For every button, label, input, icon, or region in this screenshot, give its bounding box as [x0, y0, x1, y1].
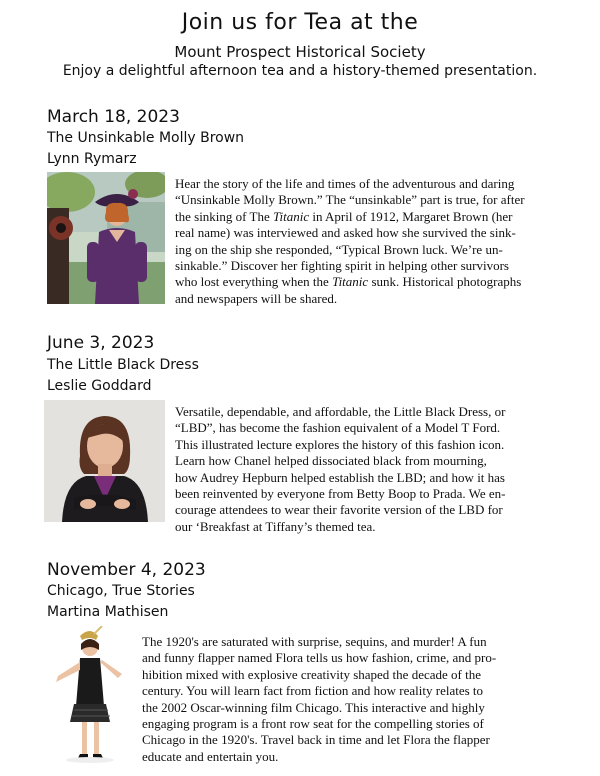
- event-title: The Unsinkable Molly Brown: [47, 130, 245, 146]
- description-line: the sinking of The Titanic in April of 1912, Margaret Brown (her: [175, 208, 513, 224]
- description-line: courage attendees to wear their favorite version of the LBD for: [175, 502, 503, 518]
- flyer-tagline: Enjoy a delightful afternoon tea and a history-themed presentation.: [62, 63, 538, 79]
- flyer-title: Join us for Tea at the: [181, 10, 419, 35]
- description-line: our ‘Breakfast at Tiffany’s themed tea.: [175, 518, 376, 534]
- event-date: March 18, 2023: [47, 107, 180, 127]
- description-line: Chicago in the 1920's. Travel back in time and let Flora the flapper: [142, 732, 490, 748]
- description-line: The 1920's are saturated with surprise, sequins, and murder! A fun: [142, 634, 487, 649]
- description-line: and funny flapper named Flora tells us how fashion, crime, and pro-: [142, 650, 497, 666]
- event-description: [175, 176, 575, 307]
- event-title: The Little Black Dress: [47, 357, 199, 373]
- event-description: [175, 404, 575, 535]
- event-description: [142, 634, 582, 765]
- event-date: June 3, 2023: [47, 333, 155, 353]
- description-line: century. You will learn fact from fiction and how reality relates to: [142, 683, 484, 699]
- speaker-photo-lynn-rymarz: [47, 172, 165, 304]
- description-line: This illustrated lecture explores the history of this fashion icon.: [175, 436, 505, 452]
- event-date: November 4, 2023: [47, 560, 206, 580]
- description-line: ing on the ship she responded, “Typical Brown luck. We’re un-: [175, 241, 503, 257]
- description-line: “Unsinkable Molly Brown.” The “unsinkable” part is true, for after: [175, 192, 525, 208]
- description-line: and newspapers will be shared.: [175, 290, 338, 306]
- description-line: who lost everything when the Titanic sunk. Historical photographs: [175, 274, 522, 290]
- description-line: Hear the story of the life and times of the adventurous and daring: [175, 176, 515, 191]
- description-line: Versatile, dependable, and affordable, the Little Black Dress, or: [175, 404, 506, 419]
- speaker-photo-leslie-goddard: [44, 400, 165, 522]
- event-speaker: Lynn Rymarz: [47, 151, 137, 167]
- description-line: how Audrey Hepburn helped establish the LBD; and how it has: [175, 469, 505, 485]
- description-line: hibition mixed with explosive creativity shaped the decade of the: [142, 666, 481, 682]
- description-line: engaging program is a front row seat for the compelling stories of: [142, 716, 484, 732]
- description-line: sinkable.” Discover her fighting spirit in helping other survivors: [175, 258, 509, 274]
- description-line: real name) was interviewed and asked how she survived the sink-: [175, 225, 516, 241]
- flyer-header: [0, 8, 600, 80]
- description-line: the 2002 Oscar-winning film Chicago. This interactive and highly: [142, 699, 485, 715]
- event-title: Chicago, True Stories: [47, 583, 195, 599]
- description-line: Learn how Chanel helped dissociated black from mourning,: [175, 453, 487, 469]
- event-speaker: Leslie Goddard: [47, 378, 152, 394]
- speaker-photo-martina-mathisen: [50, 626, 132, 764]
- flyer-subtitle: Mount Prospect Historical Society: [174, 43, 426, 61]
- event-speaker: Martina Mathisen: [47, 604, 169, 620]
- description-line: been reinvented by everyone from Betty Boop to Prada. We en-: [175, 486, 506, 502]
- description-line: “LBD”, has become the fashion equivalent of a Model T Ford.: [175, 420, 501, 436]
- description-line: educate and entertain you.: [142, 748, 279, 764]
